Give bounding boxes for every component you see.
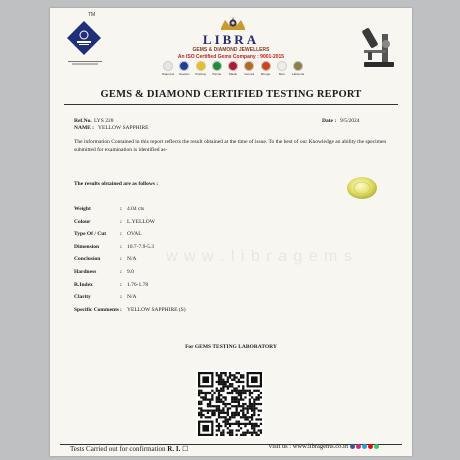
- gem-stone-icon: [261, 61, 271, 71]
- detail-row: [74, 307, 314, 317]
- title-divider: [64, 104, 398, 105]
- name-label: NAME :: [74, 125, 95, 131]
- gem-label: Lahsunia: [291, 72, 305, 76]
- gem-stone-icon: [244, 61, 254, 71]
- gemstone-photo: [344, 174, 380, 202]
- gem-label: Panna: [212, 72, 222, 76]
- date-label: Date :: [322, 118, 337, 124]
- gem-item: [227, 61, 239, 81]
- report-title: GEMS & DIAMOND CERTIFIED TESTING REPORT: [100, 89, 362, 100]
- gem-item: [243, 61, 255, 81]
- detail-value: YELLOW SAPPHIRE (S): [127, 306, 186, 313]
- detail-label: Type Of / Cut: [74, 231, 107, 238]
- gem-label: Pukhraj: [195, 72, 206, 76]
- trademark-mark: TM: [88, 12, 96, 18]
- footer-ri-text: R. I.: [167, 445, 181, 453]
- footer-confirmation-text: Tests Carried out for confirmation: [70, 445, 166, 453]
- detail-value: 1.76-1.78: [127, 281, 149, 288]
- youtube-icon[interactable]: [368, 444, 373, 449]
- intro-paragraph: The information Contained in this report reflects the result obtained at the time of issue. To the best of our Knowledge an ability the specimen submitted for examination is identified as-: [74, 139, 387, 153]
- gem-label: Neelam: [179, 72, 190, 76]
- detail-label: Dimension: [74, 243, 100, 250]
- detail-colon: :: [120, 218, 122, 225]
- brand-subtitle: GEMS & DIAMOND JEWELLERS: [192, 47, 270, 53]
- gem-item: [178, 61, 190, 81]
- detail-row: [74, 282, 314, 292]
- gem-item: [292, 61, 304, 81]
- gem-item: [260, 61, 272, 81]
- detail-label: R.Index: [74, 281, 93, 288]
- certificate-page: [50, 8, 412, 456]
- facebook-icon[interactable]: [350, 444, 355, 449]
- detail-value: 10.7-7.9-5.3: [127, 243, 155, 250]
- detail-value: N/A: [127, 256, 137, 263]
- detail-row: [74, 294, 314, 304]
- detail-label: Clarity: [74, 294, 91, 301]
- gem-stone-icon: [163, 61, 173, 71]
- detail-value: N/A: [127, 294, 137, 301]
- gem-label: Munga: [260, 72, 271, 76]
- brand-crest-icon: [213, 14, 253, 32]
- twitter-icon[interactable]: [362, 444, 367, 449]
- detail-value: 4.04 cts: [127, 206, 145, 212]
- watermark-text: w w w . l i b r a g e m s: [166, 248, 353, 265]
- ref-no-value: LYS 228: [94, 118, 114, 124]
- whatsapp-icon[interactable]: [374, 444, 379, 449]
- gem-item: [162, 61, 174, 81]
- detail-value: 9.0: [127, 269, 134, 275]
- gem-stone-icon: [293, 61, 303, 71]
- gem-item: [211, 61, 223, 81]
- detail-value: OVAL: [127, 231, 142, 238]
- detail-label: Hardness: [74, 269, 97, 275]
- detail-colon: :: [120, 294, 122, 301]
- qr-code[interactable]: [196, 370, 264, 438]
- detail-label: Weight: [74, 206, 91, 212]
- detail-colon: :: [120, 243, 122, 250]
- footer-confirmation: [70, 445, 188, 453]
- detail-row: [74, 219, 314, 229]
- gem-label: Manik: [228, 72, 237, 76]
- detail-label: Colour: [74, 218, 91, 225]
- detail-label: Specific Comments: [74, 306, 120, 313]
- detail-colon: :: [120, 231, 122, 238]
- results-heading: The results obtained are as follows :: [74, 181, 159, 187]
- website-link[interactable]: Visit us : www.libragems.co.in: [268, 443, 349, 450]
- detail-row: [74, 269, 314, 279]
- gem-label: Gomed: [244, 72, 255, 76]
- logo-caption-lines: [60, 60, 110, 66]
- brand-name: LIBRA: [202, 32, 260, 47]
- detail-colon: :: [120, 306, 122, 313]
- iso-certification-line: An ISO Certified Gems Company : 9001-2015: [177, 54, 285, 60]
- detail-colon: :: [120, 256, 122, 263]
- footer-website: [268, 443, 379, 450]
- detail-colon: :: [120, 281, 122, 288]
- detail-colon: :: [120, 269, 122, 275]
- gem-stone-icon: [277, 61, 287, 71]
- gem-stone-icon: [179, 61, 189, 71]
- name-value: YELLOW SAPPHIRE: [98, 125, 149, 131]
- detail-row: [74, 206, 314, 216]
- detail-row: [74, 231, 314, 241]
- microscope-icon: [356, 22, 400, 68]
- date-value: 9/5/2024: [340, 118, 360, 124]
- gemstone-row: [162, 61, 304, 81]
- gem-label: Moti: [278, 72, 285, 76]
- gem-stone-icon: [196, 61, 206, 71]
- detail-value: L.YELLOW: [127, 218, 155, 225]
- ref-no-label: Ref.No.: [74, 118, 92, 124]
- gem-stone-icon: [228, 61, 238, 71]
- gem-stone-icon: [212, 61, 222, 71]
- gem-label: Diamond: [162, 72, 175, 76]
- lab-signature-label: For GEMS TESTING LABORATORY: [185, 344, 277, 350]
- detail-label: Conclusion: [74, 256, 101, 263]
- checkbox-icon: ☐: [182, 445, 189, 453]
- gem-item: [276, 61, 288, 81]
- detail-colon: :: [120, 206, 122, 212]
- gem-item: [195, 61, 207, 81]
- instagram-icon[interactable]: [356, 444, 361, 449]
